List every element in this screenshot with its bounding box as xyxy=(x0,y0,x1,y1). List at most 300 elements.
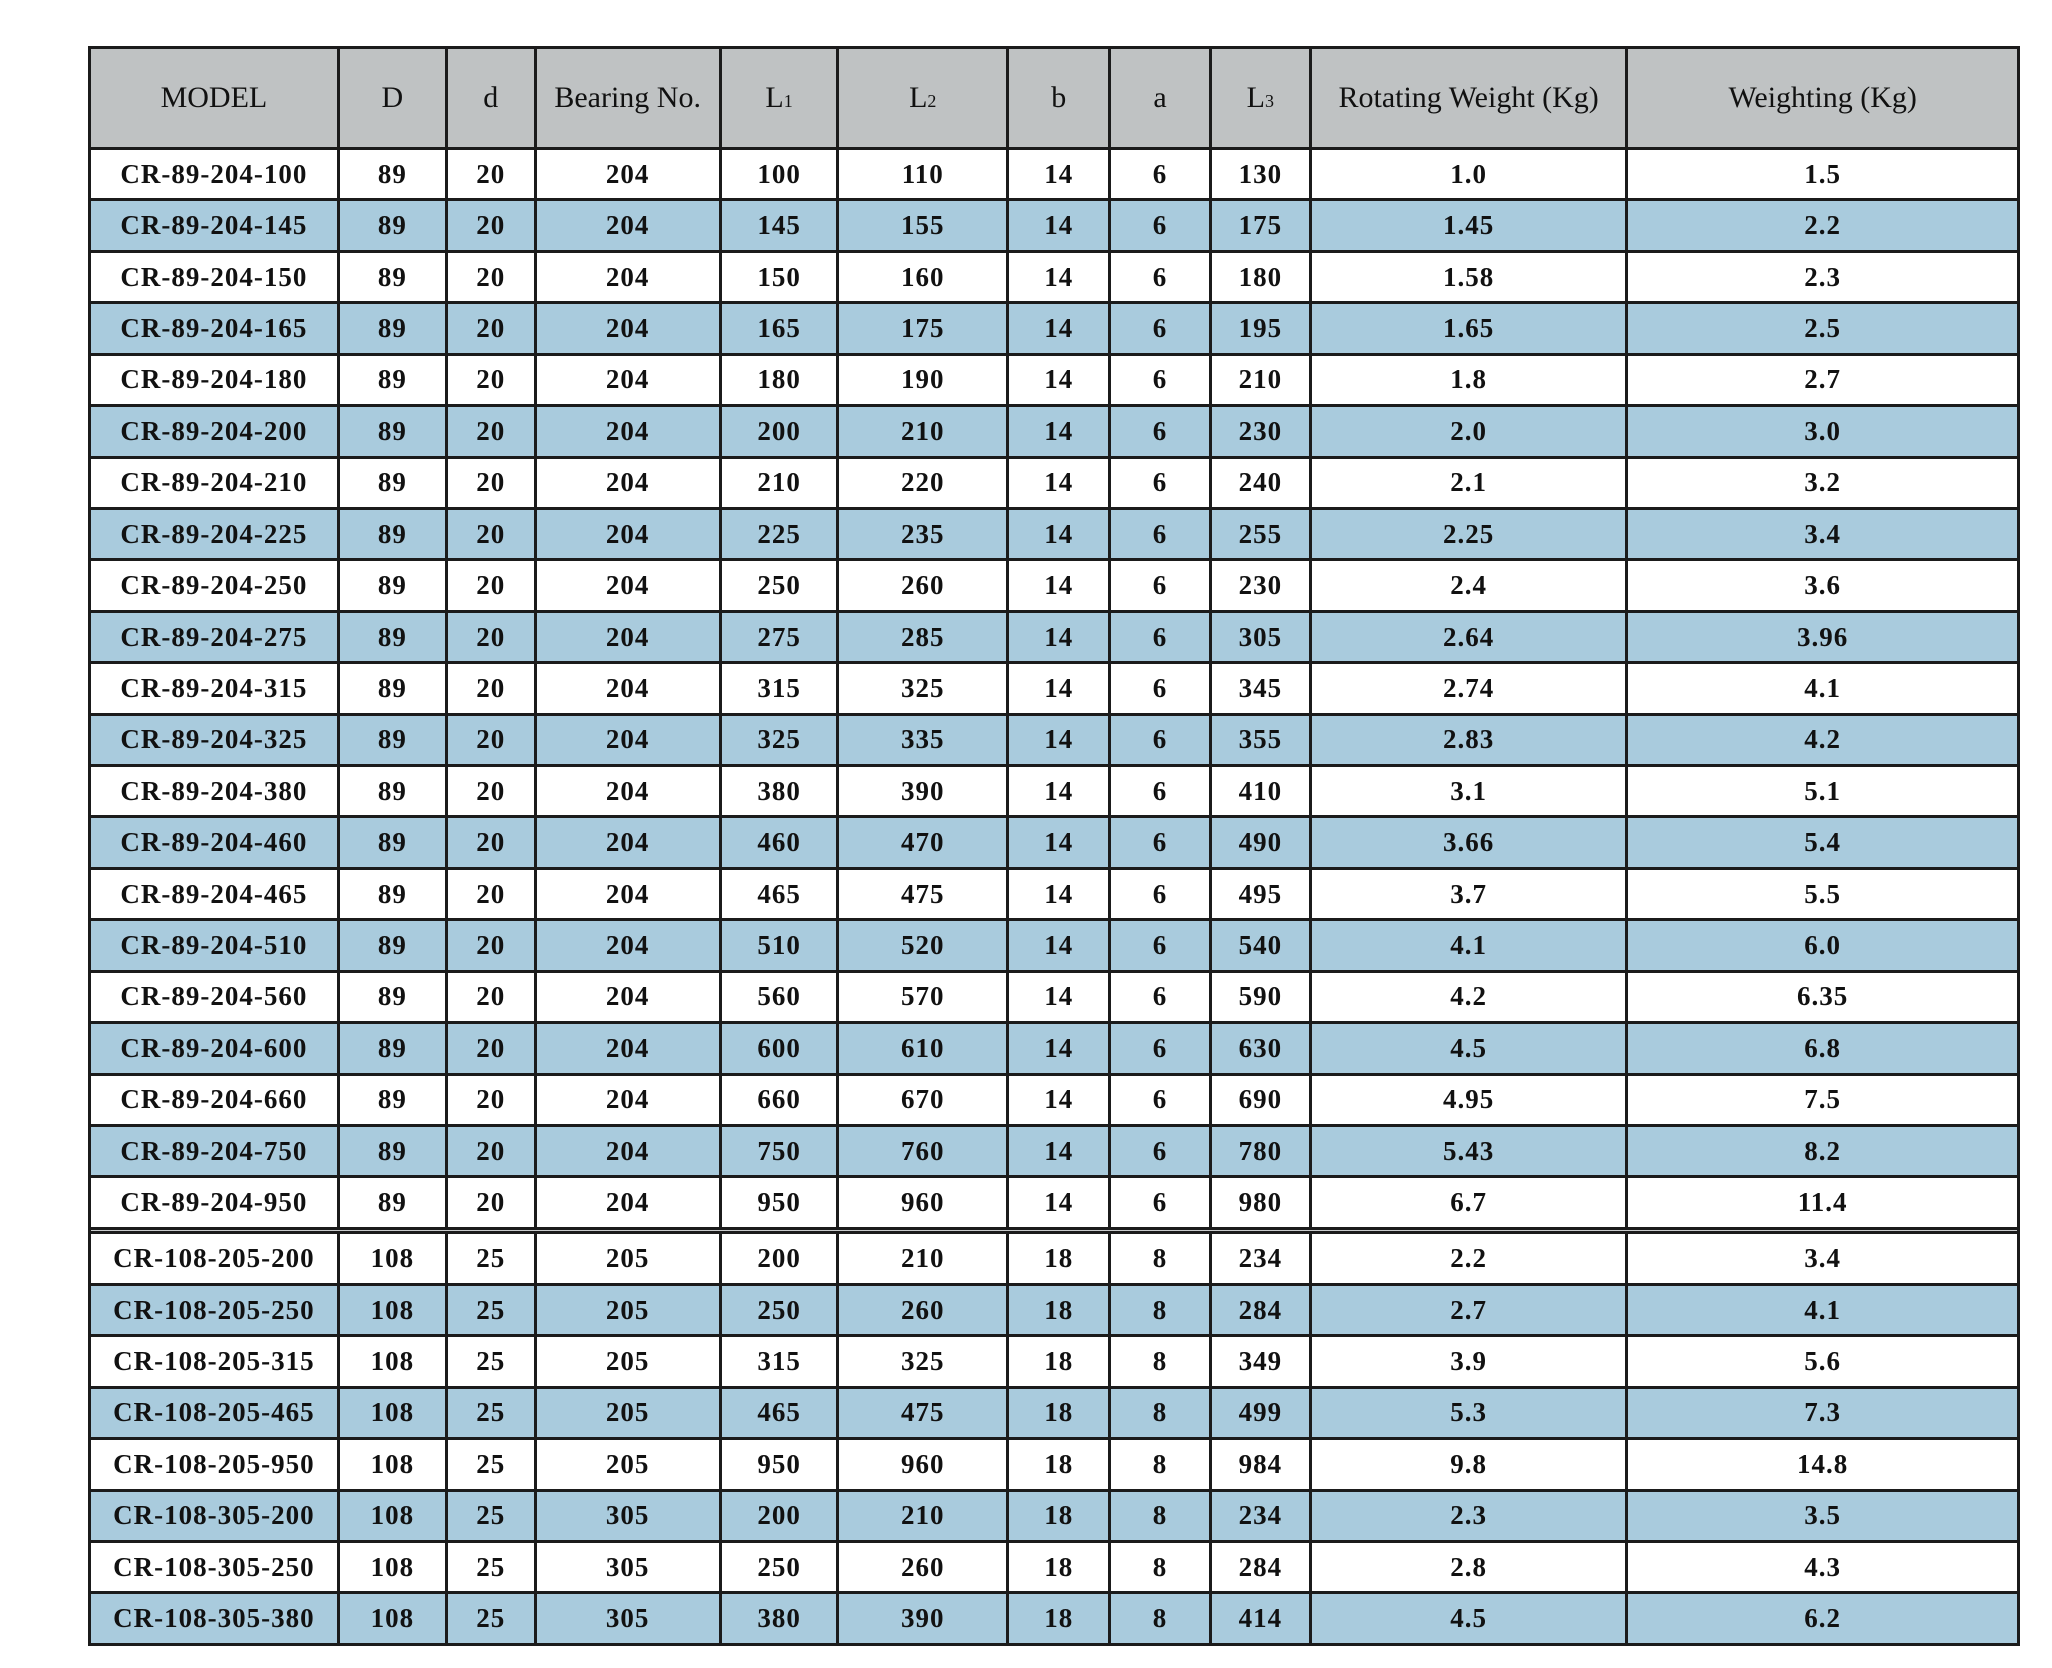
table-row xyxy=(90,868,2019,919)
cell-bearing-no: 204 xyxy=(535,817,720,868)
cell-l2: 520 xyxy=(838,920,1008,971)
cell-b: 14 xyxy=(1008,251,1110,302)
table-row xyxy=(90,971,2019,1022)
cell-bearing-no: 205 xyxy=(535,1233,720,1284)
cell-b: 14 xyxy=(1008,200,1110,251)
cell-weighting: 7.3 xyxy=(1627,1387,2019,1438)
cell-outer-diameter: 89 xyxy=(338,303,446,354)
cell-model: CR-89-204-750 xyxy=(90,1126,339,1177)
cell-shaft-diameter: 20 xyxy=(446,303,535,354)
cell-l1: 460 xyxy=(720,817,838,868)
cell-l1: 600 xyxy=(720,1023,838,1074)
cell-a: 6 xyxy=(1110,1074,1210,1125)
cell-rotating-weight: 3.7 xyxy=(1310,868,1626,919)
cell-l1: 100 xyxy=(720,149,838,200)
cell-l3: 690 xyxy=(1210,1074,1310,1125)
cell-l3: 984 xyxy=(1210,1439,1310,1490)
cell-outer-diameter: 108 xyxy=(338,1490,446,1541)
cell-model: CR-89-204-660 xyxy=(90,1074,339,1125)
cell-l3: 230 xyxy=(1210,406,1310,457)
cell-model: CR-89-204-145 xyxy=(90,200,339,251)
cell-weighting: 3.0 xyxy=(1627,406,2019,457)
cell-b: 14 xyxy=(1008,354,1110,405)
cell-shaft-diameter: 25 xyxy=(446,1387,535,1438)
cell-bearing-no: 205 xyxy=(535,1439,720,1490)
cell-l2: 325 xyxy=(838,1336,1008,1387)
cell-l3: 234 xyxy=(1210,1490,1310,1541)
cell-model: CR-108-205-315 xyxy=(90,1336,339,1387)
cell-l3: 495 xyxy=(1210,868,1310,919)
col-header-l2: L2 xyxy=(838,48,1008,149)
cell-bearing-no: 204 xyxy=(535,251,720,302)
cell-rotating-weight: 1.0 xyxy=(1310,149,1626,200)
cell-bearing-no: 204 xyxy=(535,1023,720,1074)
cell-l2: 190 xyxy=(838,354,1008,405)
cell-a: 6 xyxy=(1110,766,1210,817)
table-row xyxy=(90,766,2019,817)
cell-weighting: 4.1 xyxy=(1627,1284,2019,1335)
cell-a: 6 xyxy=(1110,303,1210,354)
table-row xyxy=(90,1126,2019,1177)
cell-l1: 200 xyxy=(720,1490,838,1541)
cell-l2: 960 xyxy=(838,1177,1008,1228)
cell-l1: 225 xyxy=(720,508,838,559)
cell-bearing-no: 204 xyxy=(535,920,720,971)
cell-rotating-weight: 2.64 xyxy=(1310,611,1626,662)
cell-a: 8 xyxy=(1110,1284,1210,1335)
cell-l2: 335 xyxy=(838,714,1008,765)
cell-l1: 950 xyxy=(720,1177,838,1228)
cell-l2: 390 xyxy=(838,766,1008,817)
cell-weighting: 5.6 xyxy=(1627,1336,2019,1387)
cell-a: 8 xyxy=(1110,1233,1210,1284)
cell-l2: 390 xyxy=(838,1593,1008,1645)
cell-l1: 315 xyxy=(720,663,838,714)
cell-l2: 160 xyxy=(838,251,1008,302)
cell-rotating-weight: 2.4 xyxy=(1310,560,1626,611)
cell-outer-diameter: 89 xyxy=(338,971,446,1022)
cell-bearing-no: 305 xyxy=(535,1541,720,1592)
cell-b: 14 xyxy=(1008,508,1110,559)
col-header-a: a xyxy=(1110,48,1210,149)
cell-a: 6 xyxy=(1110,354,1210,405)
cell-model: CR-89-204-200 xyxy=(90,406,339,457)
table-row xyxy=(90,406,2019,457)
cell-b: 14 xyxy=(1008,817,1110,868)
cell-shaft-diameter: 20 xyxy=(446,817,535,868)
cell-l1: 560 xyxy=(720,971,838,1022)
cell-l3: 410 xyxy=(1210,766,1310,817)
cell-model: CR-89-204-315 xyxy=(90,663,339,714)
table-row xyxy=(90,1387,2019,1438)
cell-bearing-no: 205 xyxy=(535,1284,720,1335)
cell-model: CR-89-204-465 xyxy=(90,868,339,919)
table-body xyxy=(90,149,2019,1645)
table-row xyxy=(90,508,2019,559)
cell-l3: 780 xyxy=(1210,1126,1310,1177)
cell-shaft-diameter: 25 xyxy=(446,1284,535,1335)
cell-weighting: 3.4 xyxy=(1627,1233,2019,1284)
col-header-rotating-weight: Rotating Weight (Kg) xyxy=(1310,48,1626,149)
cell-shaft-diameter: 20 xyxy=(446,920,535,971)
cell-rotating-weight: 1.65 xyxy=(1310,303,1626,354)
col-header-b: b xyxy=(1008,48,1110,149)
cell-a: 6 xyxy=(1110,560,1210,611)
cell-outer-diameter: 89 xyxy=(338,200,446,251)
cell-l2: 220 xyxy=(838,457,1008,508)
cell-weighting: 5.1 xyxy=(1627,766,2019,817)
cell-a: 8 xyxy=(1110,1490,1210,1541)
cell-model: CR-89-204-180 xyxy=(90,354,339,405)
table-row xyxy=(90,663,2019,714)
cell-l3: 195 xyxy=(1210,303,1310,354)
cell-bearing-no: 204 xyxy=(535,868,720,919)
cell-rotating-weight: 6.7 xyxy=(1310,1177,1626,1228)
cell-a: 8 xyxy=(1110,1387,1210,1438)
cell-outer-diameter: 108 xyxy=(338,1439,446,1490)
cell-model: CR-89-204-225 xyxy=(90,508,339,559)
cell-shaft-diameter: 20 xyxy=(446,868,535,919)
cell-shaft-diameter: 20 xyxy=(446,1126,535,1177)
cell-l1: 315 xyxy=(720,1336,838,1387)
cell-bearing-no: 205 xyxy=(535,1387,720,1438)
cell-outer-diameter: 89 xyxy=(338,1177,446,1228)
cell-shaft-diameter: 20 xyxy=(446,1023,535,1074)
cell-b: 14 xyxy=(1008,971,1110,1022)
table-row xyxy=(90,1593,2019,1645)
cell-shaft-diameter: 25 xyxy=(446,1490,535,1541)
cell-bearing-no: 204 xyxy=(535,611,720,662)
cell-b: 14 xyxy=(1008,714,1110,765)
cell-model: CR-89-204-560 xyxy=(90,971,339,1022)
cell-l2: 960 xyxy=(838,1439,1008,1490)
cell-outer-diameter: 89 xyxy=(338,920,446,971)
cell-weighting: 5.5 xyxy=(1627,868,2019,919)
cell-weighting: 3.96 xyxy=(1627,611,2019,662)
cell-rotating-weight: 1.58 xyxy=(1310,251,1626,302)
cell-l1: 200 xyxy=(720,1233,838,1284)
cell-outer-diameter: 89 xyxy=(338,611,446,662)
cell-shaft-diameter: 20 xyxy=(446,1177,535,1228)
cell-b: 18 xyxy=(1008,1439,1110,1490)
spec-sheet xyxy=(88,46,2020,1646)
cell-outer-diameter: 89 xyxy=(338,406,446,457)
cell-b: 14 xyxy=(1008,457,1110,508)
table-row xyxy=(90,200,2019,251)
cell-a: 6 xyxy=(1110,817,1210,868)
cell-model: CR-108-305-380 xyxy=(90,1593,339,1645)
cell-model: CR-89-204-150 xyxy=(90,251,339,302)
cell-l3: 175 xyxy=(1210,200,1310,251)
cell-rotating-weight: 4.1 xyxy=(1310,920,1626,971)
cell-rotating-weight: 4.95 xyxy=(1310,1074,1626,1125)
cell-outer-diameter: 89 xyxy=(338,1023,446,1074)
cell-rotating-weight: 1.45 xyxy=(1310,200,1626,251)
cell-outer-diameter: 89 xyxy=(338,1126,446,1177)
cell-b: 14 xyxy=(1008,149,1110,200)
cell-model: CR-89-204-100 xyxy=(90,149,339,200)
cell-model: CR-89-204-210 xyxy=(90,457,339,508)
cell-b: 14 xyxy=(1008,766,1110,817)
cell-weighting: 3.4 xyxy=(1627,508,2019,559)
cell-model: CR-108-205-465 xyxy=(90,1387,339,1438)
cell-rotating-weight: 3.66 xyxy=(1310,817,1626,868)
cell-outer-diameter: 108 xyxy=(338,1593,446,1645)
cell-outer-diameter: 108 xyxy=(338,1336,446,1387)
cell-outer-diameter: 108 xyxy=(338,1284,446,1335)
cell-shaft-diameter: 25 xyxy=(446,1439,535,1490)
cell-shaft-diameter: 25 xyxy=(446,1233,535,1284)
cell-outer-diameter: 89 xyxy=(338,1074,446,1125)
cell-model: CR-108-205-250 xyxy=(90,1284,339,1335)
cell-weighting: 11.4 xyxy=(1627,1177,2019,1228)
cell-b: 14 xyxy=(1008,560,1110,611)
cell-model: CR-89-204-510 xyxy=(90,920,339,971)
cell-l2: 475 xyxy=(838,1387,1008,1438)
cell-bearing-no: 204 xyxy=(535,457,720,508)
col-header-l3: L3 xyxy=(1210,48,1310,149)
table-row xyxy=(90,1074,2019,1125)
cell-model: CR-108-305-200 xyxy=(90,1490,339,1541)
cell-l2: 670 xyxy=(838,1074,1008,1125)
cell-l1: 380 xyxy=(720,766,838,817)
cell-rotating-weight: 2.2 xyxy=(1310,1233,1626,1284)
cell-a: 6 xyxy=(1110,1023,1210,1074)
cell-l1: 660 xyxy=(720,1074,838,1125)
cell-l2: 155 xyxy=(838,200,1008,251)
cell-l1: 510 xyxy=(720,920,838,971)
cell-b: 18 xyxy=(1008,1233,1110,1284)
cell-a: 6 xyxy=(1110,714,1210,765)
cell-shaft-diameter: 20 xyxy=(446,560,535,611)
cell-outer-diameter: 89 xyxy=(338,354,446,405)
cell-rotating-weight: 2.0 xyxy=(1310,406,1626,457)
cell-outer-diameter: 108 xyxy=(338,1387,446,1438)
cell-model: CR-89-204-275 xyxy=(90,611,339,662)
cell-model: CR-89-204-950 xyxy=(90,1177,339,1228)
cell-a: 6 xyxy=(1110,868,1210,919)
cell-rotating-weight: 2.8 xyxy=(1310,1541,1626,1592)
cell-weighting: 2.7 xyxy=(1627,354,2019,405)
cell-rotating-weight: 2.74 xyxy=(1310,663,1626,714)
cell-l1: 950 xyxy=(720,1439,838,1490)
cell-outer-diameter: 89 xyxy=(338,868,446,919)
cell-weighting: 7.5 xyxy=(1627,1074,2019,1125)
cell-weighting: 1.5 xyxy=(1627,149,2019,200)
cell-b: 14 xyxy=(1008,1126,1110,1177)
cell-b: 18 xyxy=(1008,1490,1110,1541)
cell-rotating-weight: 5.3 xyxy=(1310,1387,1626,1438)
cell-l3: 255 xyxy=(1210,508,1310,559)
cell-shaft-diameter: 20 xyxy=(446,406,535,457)
product-spec-table xyxy=(88,46,2020,1646)
table-row xyxy=(90,1177,2019,1228)
cell-l2: 260 xyxy=(838,1541,1008,1592)
cell-bearing-no: 204 xyxy=(535,663,720,714)
cell-rotating-weight: 4.5 xyxy=(1310,1023,1626,1074)
cell-model: CR-108-205-950 xyxy=(90,1439,339,1490)
cell-l3: 499 xyxy=(1210,1387,1310,1438)
cell-b: 14 xyxy=(1008,611,1110,662)
table-row xyxy=(90,457,2019,508)
cell-b: 14 xyxy=(1008,1023,1110,1074)
cell-l1: 210 xyxy=(720,457,838,508)
cell-rotating-weight: 2.25 xyxy=(1310,508,1626,559)
cell-b: 14 xyxy=(1008,406,1110,457)
cell-l2: 285 xyxy=(838,611,1008,662)
cell-bearing-no: 204 xyxy=(535,1074,720,1125)
cell-weighting: 3.6 xyxy=(1627,560,2019,611)
cell-l3: 630 xyxy=(1210,1023,1310,1074)
cell-a: 6 xyxy=(1110,971,1210,1022)
cell-l3: 130 xyxy=(1210,149,1310,200)
cell-weighting: 6.8 xyxy=(1627,1023,2019,1074)
cell-outer-diameter: 108 xyxy=(338,1233,446,1284)
cell-b: 18 xyxy=(1008,1541,1110,1592)
table-row xyxy=(90,714,2019,765)
cell-rotating-weight: 4.2 xyxy=(1310,971,1626,1022)
cell-shaft-diameter: 20 xyxy=(446,149,535,200)
cell-l1: 250 xyxy=(720,1284,838,1335)
cell-l2: 260 xyxy=(838,560,1008,611)
cell-bearing-no: 204 xyxy=(535,714,720,765)
cell-model: CR-89-204-165 xyxy=(90,303,339,354)
col-header-shaft-diameter: d xyxy=(446,48,535,149)
cell-l3: 490 xyxy=(1210,817,1310,868)
cell-b: 18 xyxy=(1008,1284,1110,1335)
cell-bearing-no: 305 xyxy=(535,1593,720,1645)
table-row xyxy=(90,1023,2019,1074)
cell-a: 6 xyxy=(1110,611,1210,662)
table-row xyxy=(90,1541,2019,1592)
cell-rotating-weight: 9.8 xyxy=(1310,1439,1626,1490)
table-row xyxy=(90,354,2019,405)
cell-b: 14 xyxy=(1008,663,1110,714)
col-header-bearing-no: Bearing No. xyxy=(535,48,720,149)
cell-l3: 234 xyxy=(1210,1233,1310,1284)
cell-bearing-no: 204 xyxy=(535,766,720,817)
cell-outer-diameter: 89 xyxy=(338,560,446,611)
cell-l3: 345 xyxy=(1210,663,1310,714)
table-row xyxy=(90,560,2019,611)
cell-model: CR-89-204-460 xyxy=(90,817,339,868)
cell-l3: 355 xyxy=(1210,714,1310,765)
cell-l1: 150 xyxy=(720,251,838,302)
cell-bearing-no: 204 xyxy=(535,971,720,1022)
cell-weighting: 8.2 xyxy=(1627,1126,2019,1177)
cell-shaft-diameter: 25 xyxy=(446,1541,535,1592)
cell-rotating-weight: 2.7 xyxy=(1310,1284,1626,1335)
cell-rotating-weight: 2.83 xyxy=(1310,714,1626,765)
table-row xyxy=(90,1439,2019,1490)
cell-l1: 465 xyxy=(720,868,838,919)
cell-l2: 325 xyxy=(838,663,1008,714)
cell-rotating-weight: 4.5 xyxy=(1310,1593,1626,1645)
cell-outer-diameter: 89 xyxy=(338,766,446,817)
cell-weighting: 4.3 xyxy=(1627,1541,2019,1592)
cell-bearing-no: 204 xyxy=(535,354,720,405)
table-row xyxy=(90,1284,2019,1335)
cell-outer-diameter: 89 xyxy=(338,457,446,508)
cell-l2: 175 xyxy=(838,303,1008,354)
cell-a: 6 xyxy=(1110,508,1210,559)
cell-b: 18 xyxy=(1008,1336,1110,1387)
table-row xyxy=(90,149,2019,200)
cell-l1: 250 xyxy=(720,1541,838,1592)
cell-rotating-weight: 5.43 xyxy=(1310,1126,1626,1177)
cell-shaft-diameter: 20 xyxy=(446,971,535,1022)
cell-l3: 540 xyxy=(1210,920,1310,971)
cell-l1: 750 xyxy=(720,1126,838,1177)
table-row xyxy=(90,920,2019,971)
cell-bearing-no: 204 xyxy=(535,508,720,559)
cell-l2: 235 xyxy=(838,508,1008,559)
cell-l2: 210 xyxy=(838,406,1008,457)
cell-weighting: 3.5 xyxy=(1627,1490,2019,1541)
cell-b: 14 xyxy=(1008,868,1110,919)
cell-shaft-diameter: 20 xyxy=(446,354,535,405)
cell-a: 8 xyxy=(1110,1439,1210,1490)
cell-shaft-diameter: 25 xyxy=(446,1336,535,1387)
cell-l1: 465 xyxy=(720,1387,838,1438)
table-row xyxy=(90,817,2019,868)
col-header-outer-diameter: D xyxy=(338,48,446,149)
cell-shaft-diameter: 25 xyxy=(446,1593,535,1645)
cell-l2: 475 xyxy=(838,868,1008,919)
cell-a: 6 xyxy=(1110,406,1210,457)
cell-b: 18 xyxy=(1008,1387,1110,1438)
cell-weighting: 4.1 xyxy=(1627,663,2019,714)
cell-model: CR-89-204-325 xyxy=(90,714,339,765)
cell-l3: 180 xyxy=(1210,251,1310,302)
cell-shaft-diameter: 20 xyxy=(446,200,535,251)
cell-weighting: 4.2 xyxy=(1627,714,2019,765)
cell-weighting: 3.2 xyxy=(1627,457,2019,508)
cell-b: 14 xyxy=(1008,1074,1110,1125)
cell-shaft-diameter: 20 xyxy=(446,611,535,662)
cell-b: 14 xyxy=(1008,303,1110,354)
cell-weighting: 5.4 xyxy=(1627,817,2019,868)
table-row xyxy=(90,1233,2019,1284)
cell-shaft-diameter: 20 xyxy=(446,766,535,817)
cell-bearing-no: 204 xyxy=(535,1126,720,1177)
cell-l2: 260 xyxy=(838,1284,1008,1335)
cell-l2: 570 xyxy=(838,971,1008,1022)
cell-a: 8 xyxy=(1110,1336,1210,1387)
cell-l1: 275 xyxy=(720,611,838,662)
table-row xyxy=(90,251,2019,302)
cell-b: 18 xyxy=(1008,1593,1110,1645)
cell-a: 6 xyxy=(1110,200,1210,251)
table-row xyxy=(90,1336,2019,1387)
cell-model: CR-108-305-250 xyxy=(90,1541,339,1592)
cell-shaft-diameter: 20 xyxy=(446,251,535,302)
cell-bearing-no: 204 xyxy=(535,149,720,200)
cell-rotating-weight: 2.1 xyxy=(1310,457,1626,508)
cell-l1: 145 xyxy=(720,200,838,251)
cell-l2: 110 xyxy=(838,149,1008,200)
cell-rotating-weight: 3.1 xyxy=(1310,766,1626,817)
table-row xyxy=(90,1490,2019,1541)
cell-l2: 210 xyxy=(838,1490,1008,1541)
cell-l3: 284 xyxy=(1210,1541,1310,1592)
cell-a: 6 xyxy=(1110,457,1210,508)
cell-shaft-diameter: 20 xyxy=(446,714,535,765)
cell-bearing-no: 204 xyxy=(535,303,720,354)
cell-l1: 200 xyxy=(720,406,838,457)
cell-l1: 250 xyxy=(720,560,838,611)
cell-bearing-no: 204 xyxy=(535,200,720,251)
